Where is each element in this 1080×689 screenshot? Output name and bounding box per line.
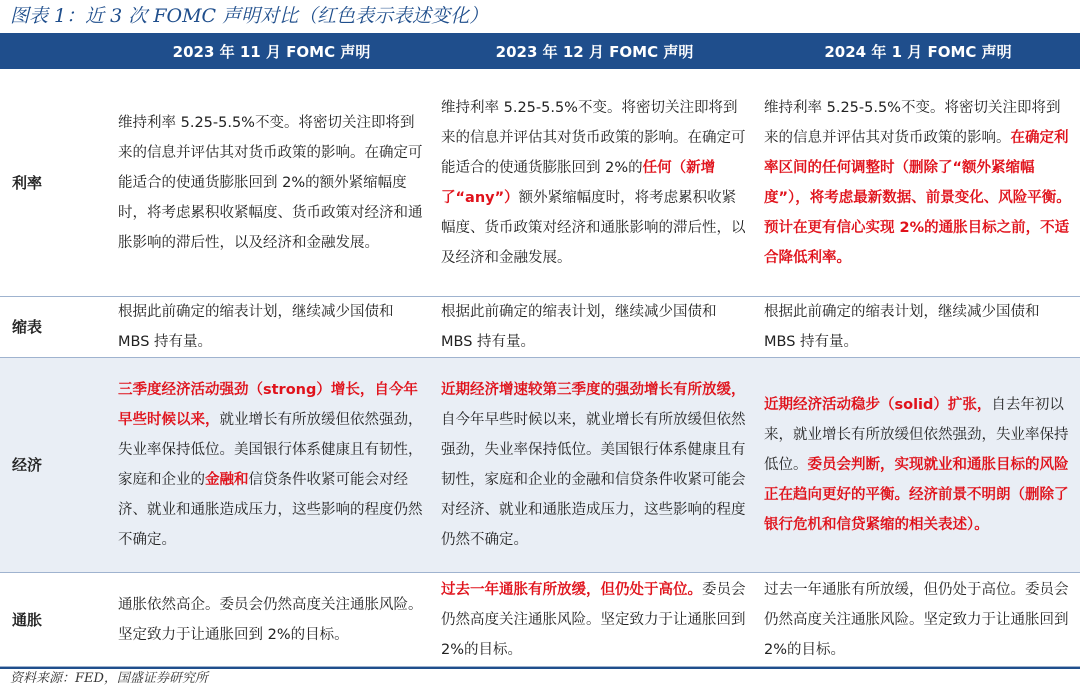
cell-qt-dec <box>433 297 756 358</box>
cell-rate-dec <box>433 69 756 297</box>
highlighted-change-text: 金融和 <box>205 472 249 488</box>
cell-economy-jan <box>756 358 1080 573</box>
header-nov-2023: 2023 年 11 月 FOMC 声明 <box>110 33 433 69</box>
statement-text: 过去一年通胀有所放缓，但仍处于高位。委员会仍然高度关注通胀风险。坚定致力于让通胀回到 2%的目标。 <box>764 581 1069 658</box>
statement-text: 委员会仍然高度关注通胀风险。坚定致力于让通胀回到 2%的目标。 <box>441 581 746 658</box>
row-label-economy: 经济 <box>0 358 110 573</box>
statement-text: 通胀依然高企。委员会仍然高度关注通胀风险。坚定致力于让通胀回到 2%的目标。 <box>118 596 423 643</box>
highlighted-change-text: 过去一年通胀有所放缓，但仍处于高位。 <box>441 581 702 598</box>
row-label-inflation: 通胀 <box>0 573 110 667</box>
statement-text: 维持利率 5.25-5.5%不变。将密切关注即将到来的信息并评估其对货币政策的影响。 <box>764 99 1061 146</box>
cell-inflation-dec <box>433 573 756 667</box>
statement-text: 自去年初以来，就业增长有所放缓但依然强劲，失业率保持低位。 <box>764 397 1069 473</box>
cell-qt-jan <box>756 297 1080 358</box>
statement-text: 额外紧缩幅度时，将考虑累积收紧幅度、货币政策对经济和通胀影响的滞后性，以及经济和金融发展。 <box>441 189 746 266</box>
statement-text: 信贷条件收紧可能会对经济、就业和通胀造成压力，这些影响的程度仍然不确定。 <box>118 472 423 548</box>
statement-text: 根据此前确定的缩表计划，继续减少国债和 MBS 持有量。 <box>441 304 717 350</box>
statement-text: 根据此前确定的缩表计划，继续减少国债和 MBS 持有量。 <box>118 304 394 350</box>
statement-text: 根据此前确定的缩表计划，继续减少国债和 MBS 持有量。 <box>764 304 1040 350</box>
cell-inflation-jan <box>756 573 1080 667</box>
statement-text: 自今年早些时候以来，就业增长有所放缓但依然强劲，失业率保持低位。美国银行体系健康且有韧性，家庭和企业的金融和信贷条件收紧可能会对经济、就业和通胀造成压力，这些影响的程度仍然不确定。 <box>441 412 746 548</box>
header-dec-2023: 2023 年 12 月 FOMC 声明 <box>433 33 756 69</box>
table-row <box>0 358 1080 573</box>
table-header-row <box>0 33 1080 69</box>
fomc-comparison-table <box>0 33 1080 667</box>
figure-title: 图表 1：近 3 次 FOMC 声明对比（红色表示表述变化） <box>10 5 489 27</box>
cell-inflation-nov <box>110 573 433 667</box>
statement-text: 维持利率 5.25-5.5%不变。将密切关注即将到来的信息并评估其对货币政策的影响。在确定可能适合的使通货膨胀回到 2%的额外紧缩幅度时，将考虑累积收紧幅度、货币政策对经济和通胀影响的滞后性，以及经济和金融发展。 <box>118 114 423 251</box>
cell-qt-nov <box>110 297 433 358</box>
highlighted-change-text: 委员会判断，实现就业和通胀目标的风险正在趋向更好的平衡。经济前景不明朗（删除了银行危机和信贷紧缩的相关表述）。 <box>764 457 1069 533</box>
cell-economy-nov <box>110 358 433 573</box>
statement-text: 就业增长有所放缓但依然强劲，失业率保持低位。美国银行体系健康且有韧性，家庭和企业的 <box>118 412 423 488</box>
statement-text: 维持利率 5.25-5.5%不变。将密切关注即将到来的信息并评估其对货币政策的影响。在确定可能适合的使通货膨胀回到 2%的 <box>441 99 746 176</box>
highlighted-change-text: 三季度经济活动强劲（strong）增长，自今年早些时候以来， <box>118 382 418 428</box>
table-row <box>0 69 1080 297</box>
highlighted-change-text: 近期经济活动稳步（solid）扩张， <box>764 397 992 413</box>
row-label-balance-sheet: 缩表 <box>0 297 110 358</box>
source-note: 资料来源：FED，国盛证券研究所 <box>0 667 1080 689</box>
highlighted-change-text: 近期经济增速较第三季度的强劲增长有所放缓， <box>441 382 746 398</box>
table-row <box>0 297 1080 358</box>
header-jan-2024: 2024 年 1 月 FOMC 声明 <box>756 33 1080 69</box>
table-row <box>0 573 1080 667</box>
highlighted-change-text: 任何（新增了“any”） <box>441 159 716 206</box>
row-label-rate: 利率 <box>0 69 110 297</box>
cell-rate-jan <box>756 69 1080 297</box>
highlighted-change-text: 在确定利率区间的任何调整时（删除了“额外紧缩幅度”），将考虑最新数据、前景变化、风险平衡。预计在更有信心实现 2%的通胀目标之前，不适合降低利率。 <box>764 129 1071 266</box>
cell-rate-nov <box>110 69 433 297</box>
cell-economy-dec <box>433 358 756 573</box>
header-empty <box>0 33 110 69</box>
